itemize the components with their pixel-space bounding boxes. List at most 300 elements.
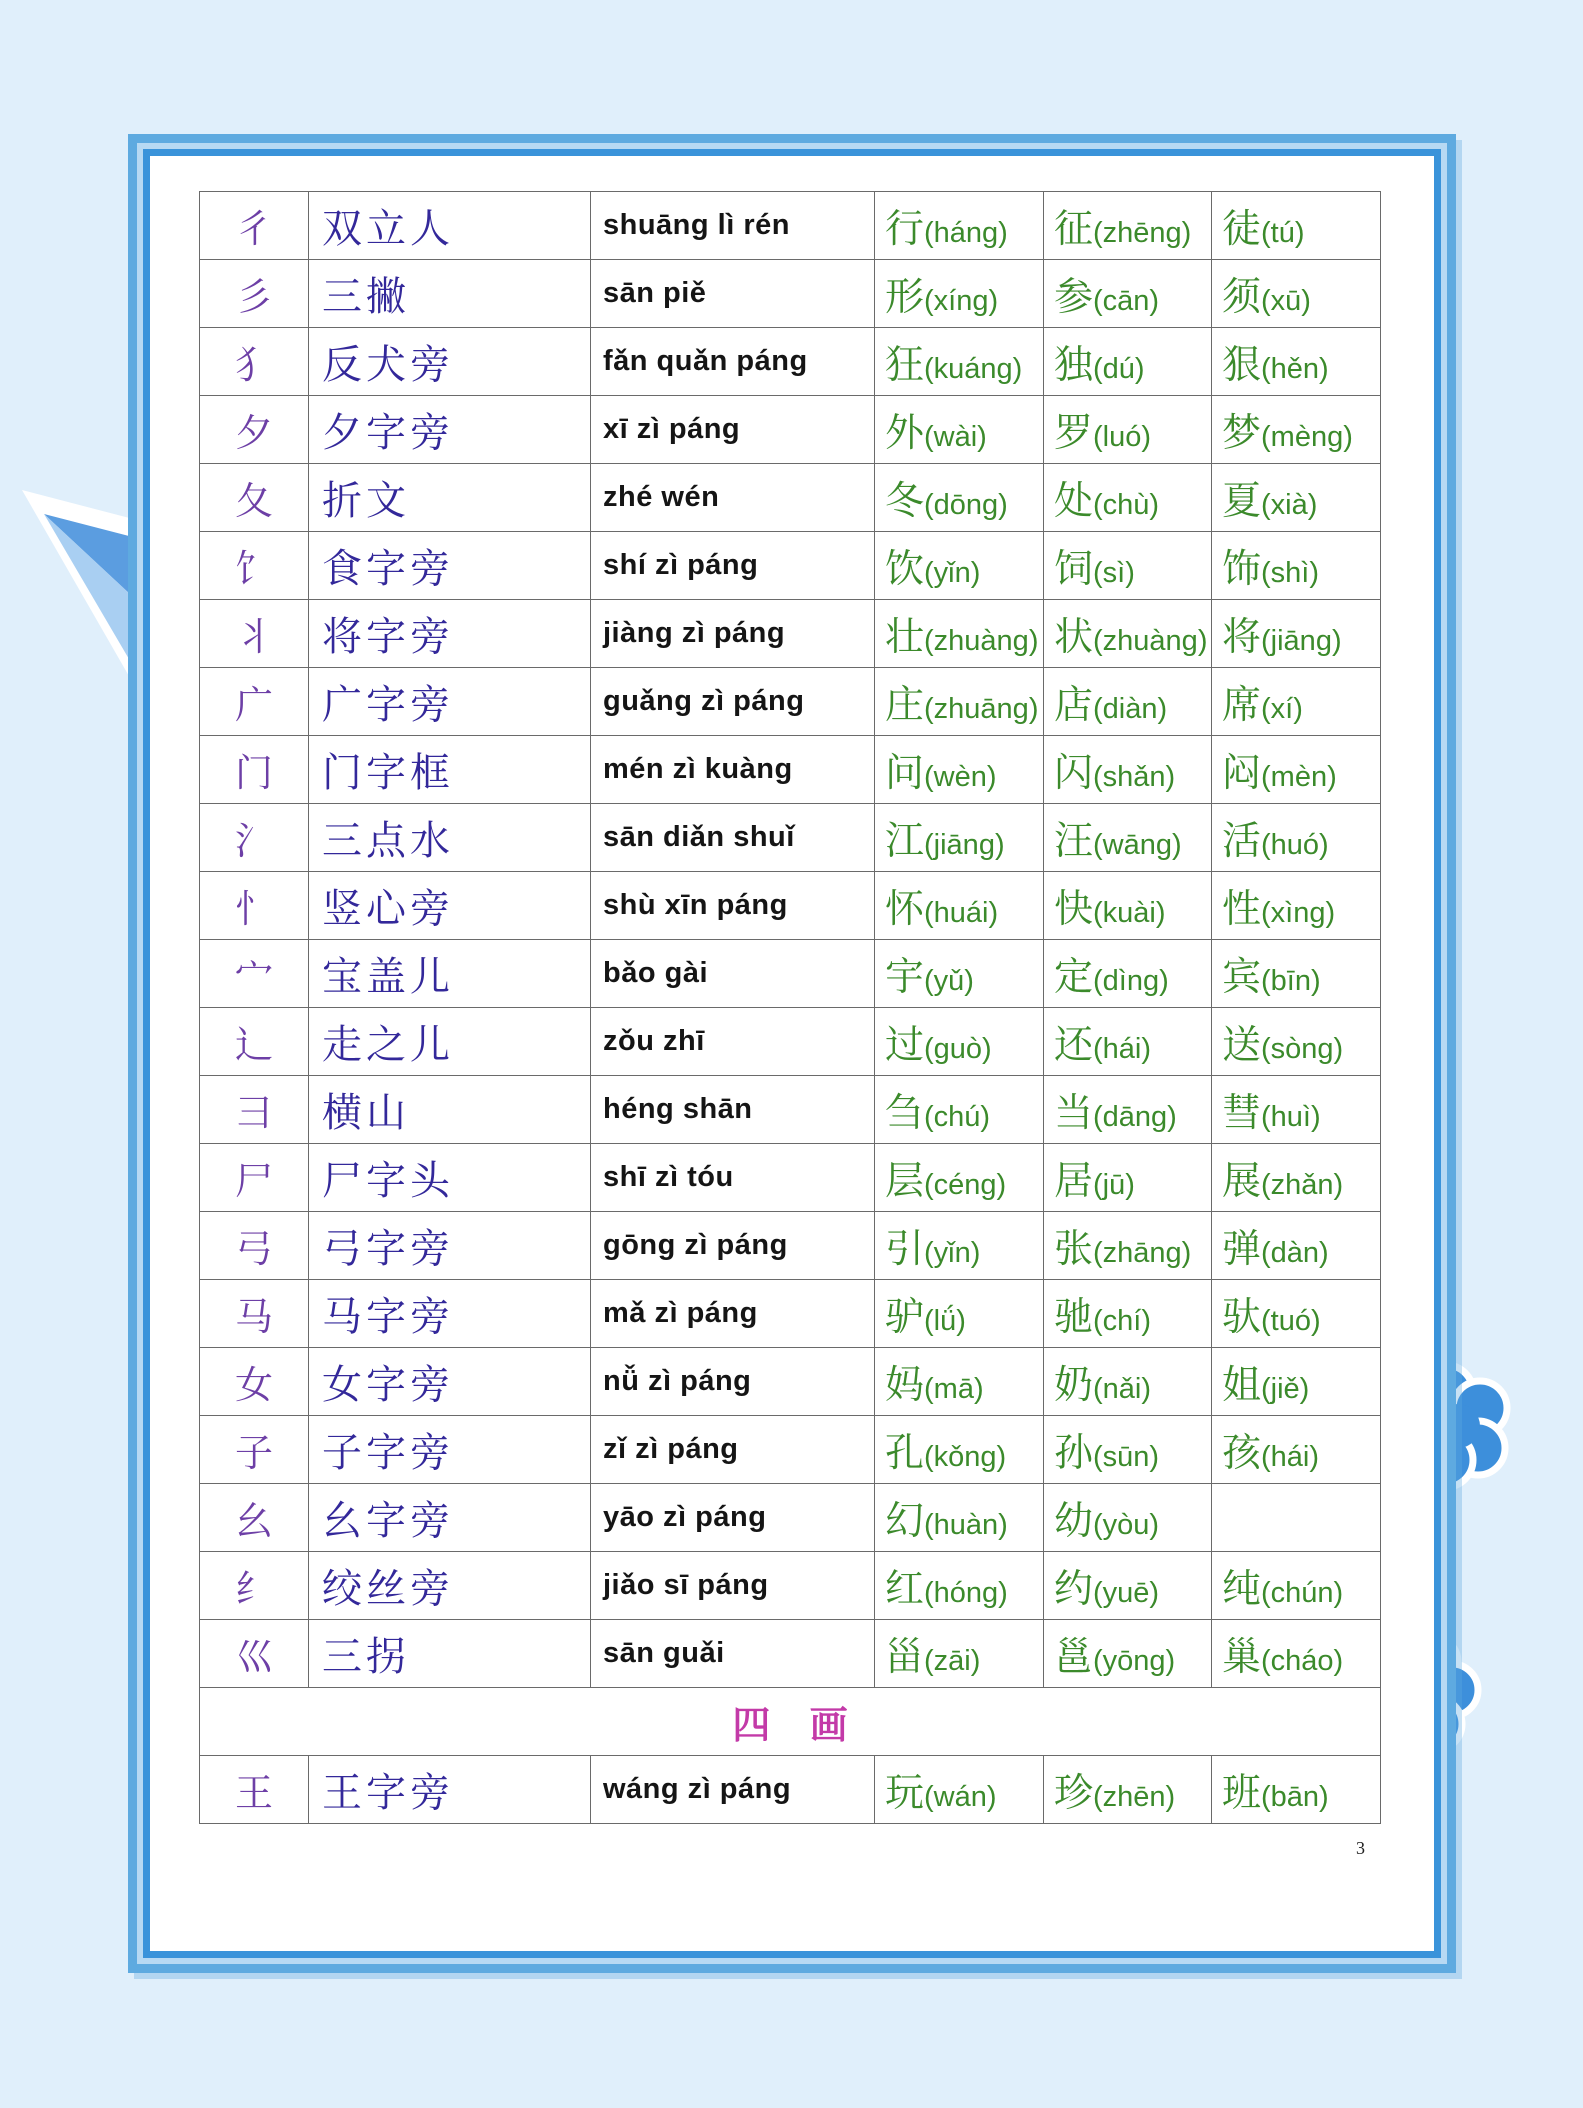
example-char: 狂 (885, 342, 925, 388)
example-cell (1044, 1280, 1212, 1348)
example-cell (875, 1348, 1044, 1416)
table-row (200, 396, 1381, 464)
example-char: 庄 (885, 682, 925, 728)
example-reading: (hái) (1093, 1032, 1152, 1065)
table-row (200, 940, 1381, 1008)
table-row (200, 1620, 1381, 1688)
example-reading: (bīn) (1261, 964, 1321, 997)
example-reading: (sūn) (1093, 1440, 1160, 1473)
example-char: 汪 (1054, 818, 1094, 864)
table-row (200, 192, 1381, 260)
example-reading: (jiāng) (924, 828, 1005, 861)
pinyin-cell: gōng zì páng (591, 1212, 875, 1280)
example-char: 驰 (1054, 1294, 1094, 1340)
example-cell (875, 328, 1044, 396)
example-reading: (bān) (1261, 1780, 1329, 1813)
example-reading: (jiě) (1261, 1372, 1310, 1405)
example-char: 彗 (1222, 1090, 1262, 1136)
example-char: 江 (885, 818, 925, 864)
example-cell (1044, 1756, 1212, 1824)
example-cell (875, 736, 1044, 804)
example-reading: (mā) (924, 1372, 984, 1405)
radical-name-cell: 宝盖儿 (309, 940, 591, 1008)
example-cell (1212, 532, 1381, 600)
pinyin-cell: sān diǎn shuǐ (591, 804, 875, 872)
example-char: 参 (1054, 274, 1094, 320)
example-char: 形 (885, 274, 925, 320)
example-char: 巢 (1222, 1634, 1262, 1680)
example-char: 孔 (885, 1430, 925, 1476)
example-char: 展 (1222, 1158, 1262, 1204)
table-row (200, 532, 1381, 600)
example-reading: (zhēn) (1093, 1780, 1176, 1813)
example-char: 红 (885, 1566, 925, 1612)
pinyin-cell: shī zì tóu (591, 1144, 875, 1212)
example-cell (1212, 668, 1381, 736)
example-reading: (zhuàng) (1093, 624, 1208, 657)
example-char: 甾 (885, 1634, 925, 1680)
radical-name-cell: 广字旁 (309, 668, 591, 736)
radical-name-cell: 双立人 (309, 192, 591, 260)
example-char: 送 (1222, 1022, 1262, 1068)
radical-cell: 丬 (200, 600, 309, 668)
example-char: 梦 (1222, 410, 1262, 456)
example-cell (1044, 600, 1212, 668)
example-char: 征 (1054, 206, 1094, 252)
example-cell (1212, 260, 1381, 328)
pinyin-cell: sān guǎi (591, 1620, 875, 1688)
example-reading: (zhuāng) (924, 692, 1039, 725)
example-reading: (kuài) (1093, 896, 1166, 929)
example-reading: (yǔ) (924, 964, 974, 997)
example-reading: (sòng) (1261, 1032, 1344, 1065)
example-char: 居 (1054, 1158, 1094, 1204)
example-cell (875, 600, 1044, 668)
example-cell (1212, 600, 1381, 668)
table-row (200, 872, 1381, 940)
radical-cell: 马 (200, 1280, 309, 1348)
example-char: 问 (885, 750, 925, 796)
example-reading: (guò) (924, 1032, 992, 1065)
table-row (200, 1552, 1381, 1620)
example-cell (1044, 940, 1212, 1008)
example-char: 冬 (885, 478, 925, 524)
example-cell (1212, 736, 1381, 804)
example-reading: (xū) (1261, 284, 1311, 317)
radical-cell: 夕 (200, 396, 309, 464)
example-reading: (xí) (1261, 692, 1303, 725)
radical-name-cell: 弓字旁 (309, 1212, 591, 1280)
example-reading: (céng) (924, 1168, 1007, 1201)
example-reading: (xià) (1261, 488, 1318, 521)
example-cell (1044, 328, 1212, 396)
example-char: 孙 (1054, 1430, 1094, 1476)
example-char: 孩 (1222, 1430, 1262, 1476)
example-char: 独 (1054, 342, 1094, 388)
example-cell (875, 464, 1044, 532)
table-row (200, 1008, 1381, 1076)
example-char: 幼 (1054, 1498, 1094, 1544)
example-reading: (dìng) (1093, 964, 1169, 997)
example-reading: (hái) (1261, 1440, 1320, 1473)
section-header-label: 四 画 (732, 1702, 848, 1747)
example-cell (1044, 1144, 1212, 1212)
example-reading: (luó) (1093, 420, 1152, 453)
example-cell (875, 940, 1044, 1008)
example-char: 须 (1222, 274, 1262, 320)
table-row (200, 804, 1381, 872)
example-reading: (mèn) (1261, 760, 1337, 793)
radical-cell: 宀 (200, 940, 309, 1008)
table-row (200, 736, 1381, 804)
example-cell (1044, 736, 1212, 804)
example-cell (1212, 1076, 1381, 1144)
radical-name-cell: 反犬旁 (309, 328, 591, 396)
example-char: 幻 (885, 1498, 925, 1544)
table-row (200, 1212, 1381, 1280)
example-char: 珍 (1054, 1770, 1094, 1816)
example-reading: (yǐn) (924, 1236, 981, 1269)
pinyin-cell: jiàng zì páng (591, 600, 875, 668)
example-reading: (tú) (1261, 216, 1305, 249)
example-char: 驴 (885, 1294, 925, 1340)
example-reading: (kǒng) (924, 1440, 1007, 1473)
example-reading: (cān) (1093, 284, 1160, 317)
example-reading: (zhuàng) (924, 624, 1039, 657)
example-cell (875, 1552, 1044, 1620)
example-char: 奶 (1054, 1362, 1094, 1408)
pinyin-cell: bǎo gài (591, 940, 875, 1008)
radical-cell: 夂 (200, 464, 309, 532)
example-cell (1044, 1076, 1212, 1144)
example-char: 店 (1054, 682, 1094, 728)
example-char: 外 (885, 410, 925, 456)
example-cell (1044, 396, 1212, 464)
example-reading: (xíng) (924, 284, 999, 317)
example-cell (1212, 1212, 1381, 1280)
example-cell (1044, 668, 1212, 736)
radical-name-cell: 女字旁 (309, 1348, 591, 1416)
example-cell (875, 1144, 1044, 1212)
example-cell (875, 1620, 1044, 1688)
section-header-row (200, 1688, 1381, 1756)
example-char: 层 (885, 1158, 925, 1204)
pinyin-cell: shuāng lì rén (591, 192, 875, 260)
pinyin-cell: wáng zì páng (591, 1756, 875, 1824)
pinyin-cell: zǒu zhī (591, 1008, 875, 1076)
radical-cell: 忄 (200, 872, 309, 940)
example-reading: (diàn) (1093, 692, 1168, 725)
radical-name-cell: 三点水 (309, 804, 591, 872)
example-char: 罗 (1054, 410, 1094, 456)
table-row (200, 464, 1381, 532)
example-char: 饰 (1222, 546, 1262, 592)
example-cell (1044, 1484, 1212, 1552)
example-reading: (zhēng) (1093, 216, 1192, 249)
radical-cell: 巛 (200, 1620, 309, 1688)
radical-cell: 王 (200, 1756, 309, 1824)
example-cell (1212, 464, 1381, 532)
radical-cell: 尸 (200, 1144, 309, 1212)
example-cell (875, 668, 1044, 736)
example-reading: (shì) (1261, 556, 1320, 589)
example-cell (1044, 1552, 1212, 1620)
example-reading: (jū) (1093, 1168, 1135, 1201)
example-cell (1044, 464, 1212, 532)
example-cell (1212, 1620, 1381, 1688)
pinyin-cell: zhé wén (591, 464, 875, 532)
example-reading: (huì) (1261, 1100, 1321, 1133)
radical-cell: 幺 (200, 1484, 309, 1552)
example-cell (1044, 1416, 1212, 1484)
radical-cell: 子 (200, 1416, 309, 1484)
example-reading: (nǎi) (1093, 1372, 1152, 1405)
example-cell (1212, 192, 1381, 260)
radical-cell: 门 (200, 736, 309, 804)
table-row (200, 1076, 1381, 1144)
example-reading: (yòu) (1093, 1508, 1160, 1541)
example-reading: (dú) (1093, 352, 1145, 385)
radical-cell: 广 (200, 668, 309, 736)
example-char: 将 (1222, 614, 1262, 660)
example-char: 当 (1054, 1090, 1094, 1136)
pinyin-cell: shù xīn páng (591, 872, 875, 940)
example-reading: (tuó) (1261, 1304, 1321, 1337)
example-cell (875, 260, 1044, 328)
example-reading: (dōng) (924, 488, 1008, 521)
example-cell (1044, 804, 1212, 872)
radical-name-cell: 走之儿 (309, 1008, 591, 1076)
radical-name-cell: 夕字旁 (309, 396, 591, 464)
example-char: 引 (885, 1226, 925, 1272)
example-reading: (wán) (924, 1780, 997, 1813)
example-char: 夏 (1222, 478, 1262, 524)
example-reading: (hóng) (924, 1576, 1008, 1609)
example-char: 性 (1222, 886, 1262, 932)
example-char: 行 (885, 206, 925, 252)
pinyin-cell: yāo zì páng (591, 1484, 875, 1552)
example-reading: (chún) (1261, 1576, 1344, 1609)
pinyin-cell: sān piě (591, 260, 875, 328)
example-char: 状 (1054, 614, 1094, 660)
pinyin-cell: héng shān (591, 1076, 875, 1144)
radical-cell: 氵 (200, 804, 309, 872)
example-char: 处 (1054, 478, 1094, 524)
radical-name-cell: 绞丝旁 (309, 1552, 591, 1620)
pinyin-cell: jiǎo sī páng (591, 1552, 875, 1620)
example-char: 邕 (1054, 1634, 1094, 1680)
pinyin-cell: zǐ zì páng (591, 1416, 875, 1484)
radical-cell: 纟 (200, 1552, 309, 1620)
example-cell (1044, 1008, 1212, 1076)
example-char: 约 (1054, 1566, 1094, 1612)
page-number: 3 (1356, 1838, 1365, 1858)
example-cell (1212, 1280, 1381, 1348)
radical-cell: 彐 (200, 1076, 309, 1144)
example-reading: (dāng) (1093, 1100, 1177, 1133)
example-char: 壮 (885, 614, 925, 660)
example-char: 宾 (1222, 954, 1262, 1000)
example-reading: (wèn) (924, 760, 997, 793)
example-char: 姐 (1222, 1362, 1262, 1408)
example-cell (1044, 1212, 1212, 1280)
radical-cell: 彡 (200, 260, 309, 328)
radical-name-cell: 将字旁 (309, 600, 591, 668)
pinyin-cell: guǎng zì páng (591, 668, 875, 736)
pinyin-cell: mén zì kuàng (591, 736, 875, 804)
example-cell (1044, 192, 1212, 260)
example-reading: (dàn) (1261, 1236, 1329, 1269)
example-cell (875, 1484, 1044, 1552)
radical-cell: 饣 (200, 532, 309, 600)
radical-name-cell: 竖心旁 (309, 872, 591, 940)
example-cell (1212, 940, 1381, 1008)
radical-table-body (200, 192, 1381, 1824)
example-char: 徒 (1222, 206, 1262, 252)
example-cell (1212, 1008, 1381, 1076)
example-char: 还 (1054, 1022, 1094, 1068)
example-reading: (wāng) (1093, 828, 1182, 861)
table-row (200, 1484, 1381, 1552)
radical-name-cell: 三拐 (309, 1620, 591, 1688)
example-reading: (jiāng) (1261, 624, 1342, 657)
example-reading: (háng) (924, 216, 1008, 249)
example-cell (1044, 872, 1212, 940)
example-char: 饲 (1054, 546, 1094, 592)
example-cell (1212, 1144, 1381, 1212)
example-reading: (shǎn) (1093, 760, 1176, 793)
radical-name-cell: 马字旁 (309, 1280, 591, 1348)
example-char: 狠 (1222, 342, 1262, 388)
radical-cell: 彳 (200, 192, 309, 260)
example-reading: (zhǎn) (1261, 1168, 1344, 1201)
example-char: 驮 (1222, 1294, 1262, 1340)
example-reading: (kuáng) (924, 352, 1023, 385)
pinyin-cell: mǎ zì páng (591, 1280, 875, 1348)
radical-name-cell: 三撇 (309, 260, 591, 328)
example-reading: (mèng) (1261, 420, 1353, 453)
example-char: 玩 (885, 1770, 925, 1816)
example-char: 过 (885, 1022, 925, 1068)
example-char: 刍 (885, 1090, 925, 1136)
example-cell (875, 872, 1044, 940)
example-char: 宇 (885, 954, 925, 1000)
example-reading: (huó) (1261, 828, 1329, 861)
example-char: 席 (1222, 682, 1262, 728)
radical-name-cell: 王字旁 (309, 1756, 591, 1824)
example-char: 弹 (1222, 1226, 1262, 1272)
radical-cell: 女 (200, 1348, 309, 1416)
example-char: 闪 (1054, 750, 1094, 796)
example-cell (875, 1756, 1044, 1824)
example-reading: (huái) (924, 896, 999, 929)
table-row (200, 1756, 1381, 1824)
example-char: 班 (1222, 1770, 1262, 1816)
example-reading: (cháo) (1261, 1644, 1344, 1677)
example-reading: (huàn) (924, 1508, 1008, 1541)
example-cell (875, 804, 1044, 872)
example-reading: (wài) (924, 420, 987, 453)
example-reading: (zhāng) (1093, 1236, 1192, 1269)
pinyin-cell: nǚ zì páng (591, 1348, 875, 1416)
example-char: 快 (1054, 886, 1094, 932)
radical-name-cell: 横山 (309, 1076, 591, 1144)
radical-cell: 辶 (200, 1008, 309, 1076)
example-char: 饮 (885, 546, 925, 592)
radical-name-cell: 门字框 (309, 736, 591, 804)
example-char: 活 (1222, 818, 1262, 864)
example-cell (1212, 1756, 1381, 1824)
table-row (200, 600, 1381, 668)
example-cell (875, 532, 1044, 600)
example-char: 张 (1054, 1226, 1094, 1272)
example-cell (1044, 260, 1212, 328)
pinyin-cell: fǎn quǎn páng (591, 328, 875, 396)
example-cell (1212, 1416, 1381, 1484)
table-row (200, 328, 1381, 396)
example-char: 闷 (1222, 750, 1262, 796)
example-char: 定 (1054, 954, 1094, 1000)
example-reading: (sì) (1093, 556, 1135, 589)
example-reading: (hěn) (1261, 352, 1329, 385)
example-char: 妈 (885, 1362, 925, 1408)
example-reading: (chú) (924, 1100, 991, 1133)
table-row (200, 1348, 1381, 1416)
example-reading: (chù) (1093, 488, 1160, 521)
pinyin-cell: shí zì páng (591, 532, 875, 600)
example-cell (875, 192, 1044, 260)
radical-name-cell: 幺字旁 (309, 1484, 591, 1552)
example-reading: (yǐn) (924, 556, 981, 589)
table-row (200, 260, 1381, 328)
example-cell (1212, 1484, 1381, 1552)
example-char: 纯 (1222, 1566, 1262, 1612)
example-cell (875, 1212, 1044, 1280)
example-cell (1212, 328, 1381, 396)
table-row (200, 1416, 1381, 1484)
example-cell (1212, 1348, 1381, 1416)
table-row (200, 1144, 1381, 1212)
radical-cell: 犭 (200, 328, 309, 396)
pinyin-cell: xī zì páng (591, 396, 875, 464)
example-cell (1212, 396, 1381, 464)
example-reading: (yōng) (1093, 1644, 1176, 1677)
example-cell (1212, 804, 1381, 872)
radical-name-cell: 尸字头 (309, 1144, 591, 1212)
example-cell (875, 396, 1044, 464)
radical-name-cell: 折文 (309, 464, 591, 532)
example-cell (875, 1076, 1044, 1144)
radical-name-cell: 食字旁 (309, 532, 591, 600)
example-cell (875, 1416, 1044, 1484)
section-header-cell (200, 1688, 1381, 1756)
example-reading: (chí) (1093, 1304, 1152, 1337)
example-cell (1212, 872, 1381, 940)
example-cell (1044, 532, 1212, 600)
radical-cell: 弓 (200, 1212, 309, 1280)
example-reading: (lǘ) (924, 1304, 966, 1337)
table-row (200, 668, 1381, 736)
radical-table (199, 191, 1381, 1824)
example-cell (1044, 1620, 1212, 1688)
example-reading: (xìng) (1261, 896, 1336, 929)
table-row (200, 1280, 1381, 1348)
example-char: 怀 (885, 886, 925, 932)
example-cell (875, 1280, 1044, 1348)
example-cell (1044, 1348, 1212, 1416)
example-cell (1212, 1552, 1381, 1620)
example-reading: (zāi) (924, 1644, 981, 1677)
